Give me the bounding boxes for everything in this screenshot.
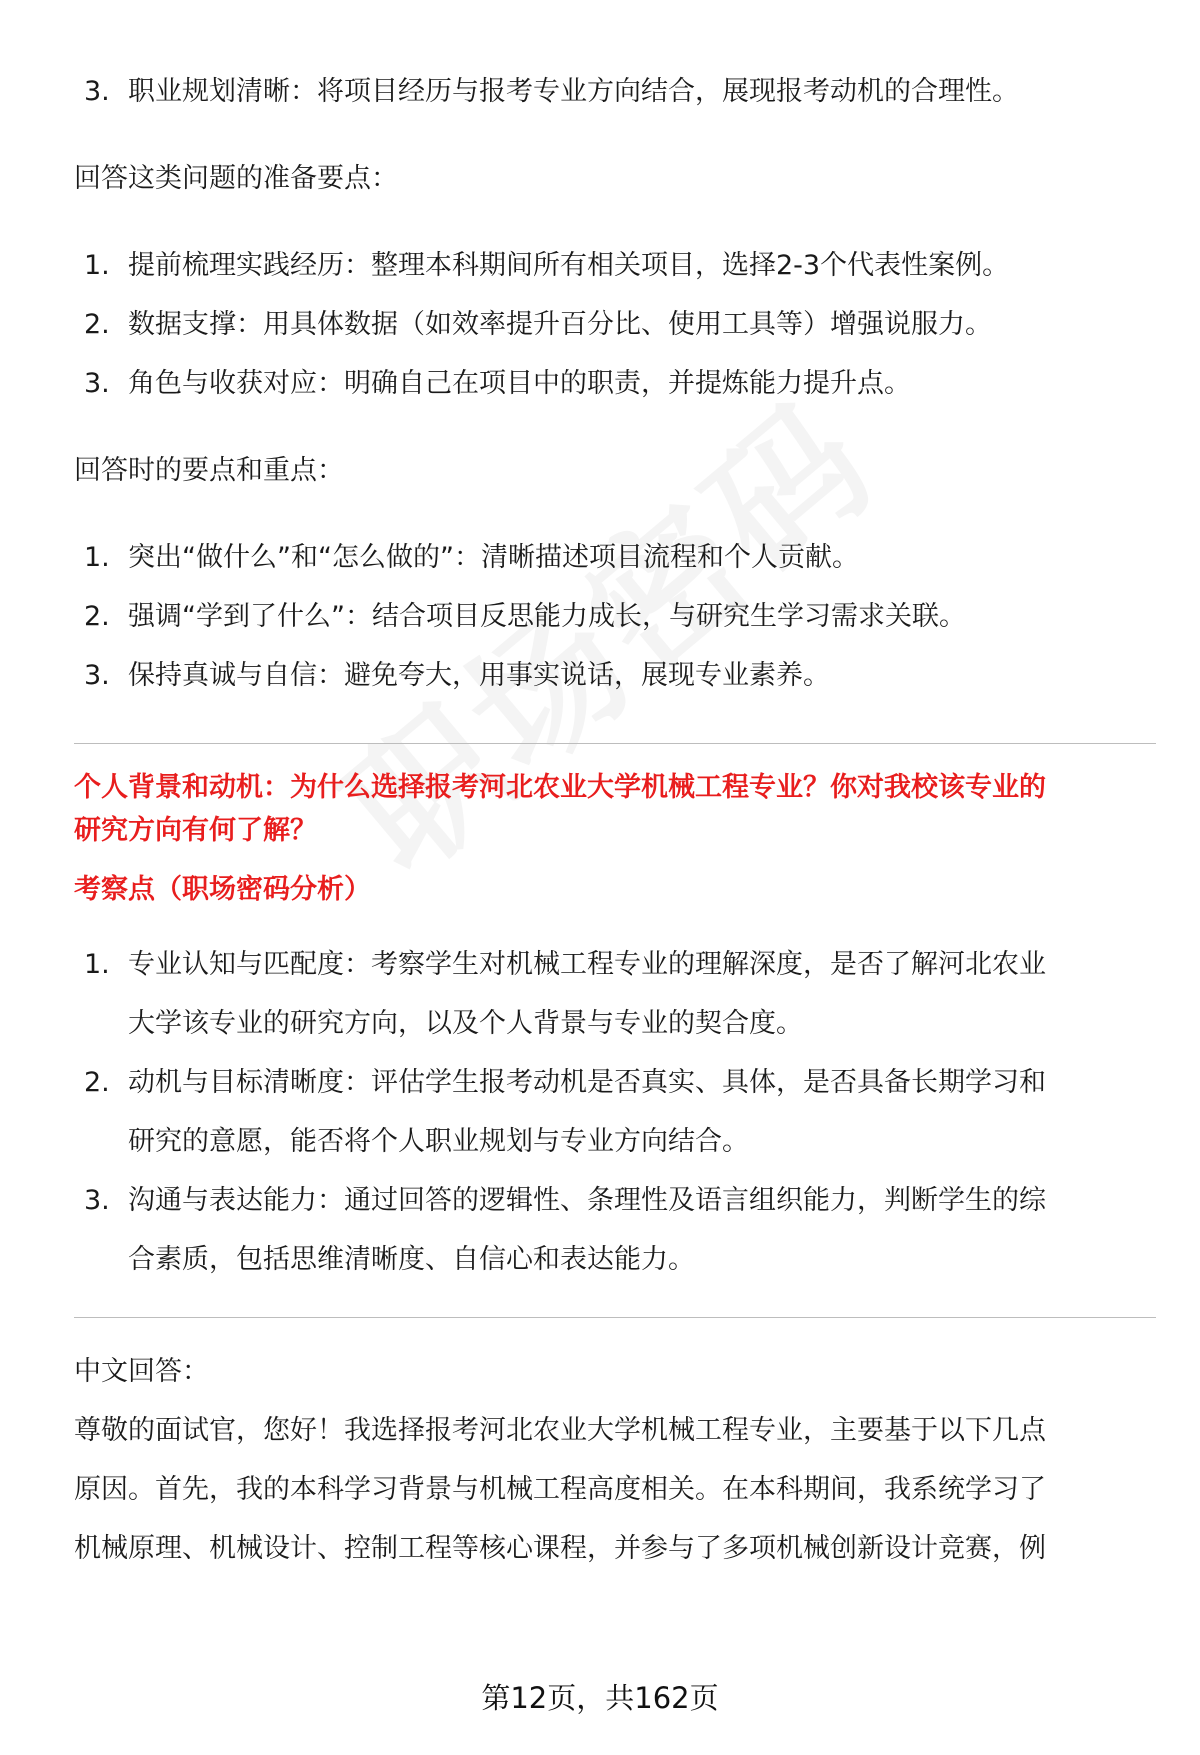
answer-line: 机械原理、机械设计、控制工程等核心课程，并参与了多项机械创新设计竞赛，例	[74, 1533, 1046, 1564]
list-item	[74, 62, 1154, 121]
answer-line: 原因。首先，我的本科学习背景与机械工程高度相关。在本科期间，我系统学习了	[74, 1474, 1046, 1505]
list-text-line1: 专业认知与匹配度：考察学生对机械工程专业的理解深度，是否了解河北农业	[128, 949, 1046, 980]
list-number: 1.	[84, 542, 110, 573]
career-plan-list	[74, 62, 1154, 121]
list-text: 强调“学到了什么”：结合项目反思能力成长，与研究生学习需求关联。	[128, 601, 966, 632]
list-item	[74, 528, 1154, 587]
page-content	[74, 62, 1154, 1578]
list-number: 2.	[84, 309, 110, 340]
list-text-line2: 大学该专业的研究方向，以及个人背景与专业的契合度。	[128, 1008, 803, 1039]
list-number: 3.	[84, 660, 110, 691]
list-text: 突出“做什么”和“怎么做的”：清晰描述项目流程和个人贡献。	[128, 542, 859, 573]
list-text-line1: 沟通与表达能力：通过回答的逻辑性、条理性及语言组织能力，判断学生的综	[128, 1185, 1046, 1216]
list-item	[74, 935, 1154, 1053]
list-text-line2: 研究的意愿，能否将个人职业规划与专业方向结合。	[128, 1126, 749, 1157]
list-item	[74, 1053, 1154, 1171]
list-text: 职业规划清晰：将项目经历与报考专业方向结合，展现报考动机的合理性。	[128, 76, 1019, 107]
list-text-line2: 合素质，包括思维清晰度、自信心和表达能力。	[128, 1244, 695, 1275]
question-title	[74, 766, 1154, 852]
list-number: 3.	[84, 1185, 110, 1216]
list-item	[74, 1171, 1154, 1289]
list-number: 1.	[84, 250, 110, 281]
page-footer: 第12页，共162页	[481, 1681, 719, 1715]
answer-line: 尊敬的面试官，您好！我选择报考河北农业大学机械工程专业，主要基于以下几点	[74, 1415, 1046, 1446]
focus-list	[74, 528, 1154, 705]
list-text: 提前梳理实践经历：整理本科期间所有相关项目，选择2-3个代表性案例。	[128, 250, 1010, 281]
list-text: 保持真诚与自信：避免夸大，用事实说话，展现专业素养。	[128, 660, 830, 691]
question-title-line1: 个人背景和动机：为什么选择报考河北农业大学机械工程专业？你对我校该专业的	[74, 772, 1046, 803]
assessment-points-list	[74, 935, 1154, 1289]
prep-heading: 回答这类问题的准备要点：	[74, 163, 398, 194]
list-item	[74, 236, 1154, 295]
list-number: 2.	[84, 1067, 110, 1098]
question-title-line2: 研究方向有何了解？	[74, 815, 317, 846]
list-number: 3.	[84, 76, 110, 107]
list-number: 3.	[84, 368, 110, 399]
list-number: 2.	[84, 601, 110, 632]
list-text: 角色与收获对应：明确自己在项目中的职责，并提炼能力提升点。	[128, 368, 911, 399]
list-item	[74, 587, 1154, 646]
list-item	[74, 354, 1154, 413]
list-number: 1.	[84, 949, 110, 980]
answer-heading: 中文回答：	[74, 1356, 209, 1387]
list-text-line1: 动机与目标清晰度：评估学生报考动机是否真实、具体，是否具备长期学习和	[128, 1067, 1046, 1098]
prep-list	[74, 236, 1154, 413]
list-text: 数据支撑：用具体数据（如效率提升百分比、使用工具等）增强说服力。	[128, 309, 992, 340]
list-item	[74, 295, 1154, 354]
focus-heading: 回答时的要点和重点：	[74, 455, 344, 486]
question-subtitle: 考察点（职场密码分析）	[74, 874, 371, 905]
list-item	[74, 646, 1154, 705]
